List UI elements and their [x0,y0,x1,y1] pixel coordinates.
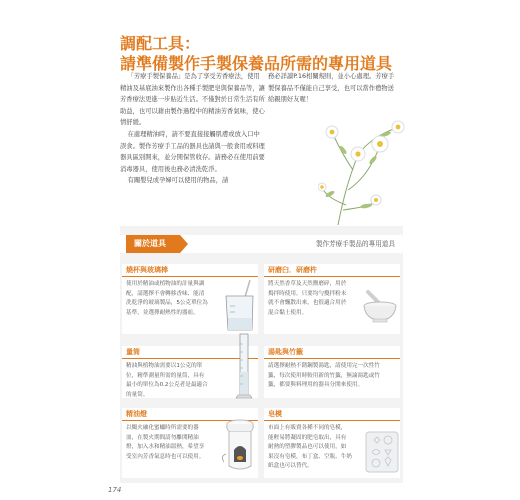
intro-text-right [268,71,398,106]
card-text-line: 請選擇耐熱不銹鋼製湯匙，請使用完一次性竹 [268,363,380,369]
card-text-line: 能輕易將凝固的肥皂取出，具有 [268,434,347,441]
intro-text-left [120,71,266,187]
card-text-line: 籤，都要與料理用的器具分開來使用。 [268,382,364,389]
card-text-line: 配，請選擇不會轉移香味、能清 [126,290,205,297]
card-text-line: 紙盒也可以替代。 [268,463,313,470]
card-spoon [264,346,400,398]
chamomile-illustration [318,110,408,230]
intro-paragraph-1: 「芳療手製保養品」是為了享受芳香療法，使用精油及基底油來製作出各種手製肥皂與保養品等，讓芳香療法更進一步貼近生活。不僅對於日常生活有所助益，也可以藉由製作過程中的精油芳香氣味，使心情舒緩。 [120,73,265,127]
card-text-line: 耐熱的塑膠製品也可以使用，如 [268,444,347,451]
card-text-line: 最小的單位為0.2公克者是最適合 [126,382,208,389]
intro-paragraph-2: 在處理精油時，請不要直接接觸肌膚或放入口中誤食。製作芳療手工品的器具也請與一般食用或料理器具區別開來，並分開保管收存。請務必在使用前要消毒器具，使用後也務必清洗乾淨。 [120,130,265,173]
card-text [126,280,221,318]
beaker-icon [220,278,258,332]
card-title: 研磨臼．研磨杵 [268,266,317,274]
title-line-1: 調配工具： [120,34,201,53]
card-underline [264,420,400,421]
page-title [120,34,392,74]
card-underline [264,276,400,277]
card-text-line: 混合黏土使用。 [268,309,308,316]
card-title: 皂模 [268,410,282,418]
card-cylinder [122,346,258,398]
mortar-icon [360,286,400,326]
card-text-line: 的量筒。 [126,391,149,398]
card-text-line: 果沒有皂模，布丁盒、空瓶、牛奶 [268,453,352,460]
card-title: 湯匙與竹籤 [268,348,303,356]
card-text [268,280,360,318]
card-text-line: 洗乾淨的玻璃製品，5公克單位為 [126,300,208,307]
card-title: 量筒 [126,348,140,356]
card-text-line: 燈，加入水和精油溫熱，希望享 [126,444,205,451]
card-text-line: 以燭火融化蜜蠟時所需要的器 [126,425,199,431]
oil-burner-icon [220,416,258,476]
intro-paragraph-3: 有關嬰兒或孕婦可以使用的物品，請 [127,177,229,185]
card-soap-mold [264,408,400,478]
card-underline [264,358,400,359]
card-text-line: 位，精準測量所需的量筒，具有 [126,372,205,379]
card-text-line: 將天然香草及天然鹽磨碎，用於 [268,281,347,287]
title-line-2: 請準備製作手製保養品所需的專用道具 [120,54,393,73]
intro-paragraph-4: 務必詳讀P.16相關規則，並小心處理。芳療手製保養品不僅能自己享受，也可以當作禮物送給親朋好友喔！ [268,73,395,104]
card-text [268,424,364,472]
card-text-line: 精油與植物油需要以1公克的單 [126,363,203,369]
card-beaker [122,264,258,334]
card-text-line: 籤，每次使用時較用新的竹籤，無論湯匙或竹 [268,372,380,379]
card-text [126,362,224,400]
card-text-line: 使用於精油或植物油的計量與調 [126,281,205,287]
tools-panel-subtitle: 製作芳療手製品的專用道具 [315,240,395,248]
card-title: 燒杯與玻璃棒 [126,266,168,274]
card-text-line: 市面上有販賣各種不同的皂模， [268,425,347,431]
card-text-line: 皿，在製火期間請勿離開精油 [126,434,199,441]
card-text [126,424,218,462]
card-underline [122,276,258,277]
card-text [268,362,398,391]
card-title: 精油燈 [126,410,147,418]
card-text-line: 受室內芳香氣息時也可以使用。 [126,453,205,460]
card-oil-lamp [122,408,258,478]
card-mortar [264,264,400,334]
soap-mold-icon [364,430,400,474]
tools-panel-tab: 關於道具 [126,235,180,253]
tools-panel-header [120,226,403,256]
card-text-line: 基準，並選擇耐熱性的器皿。 [126,309,199,316]
card-text-line: 搗拌時使用。只要均勻攪拌粉末 [268,290,347,297]
card-text-line: 就不會飄散出來，也很適合用於 [268,300,347,307]
page-number: 174 [108,486,122,494]
graduated-cylinder-icon [234,332,254,402]
